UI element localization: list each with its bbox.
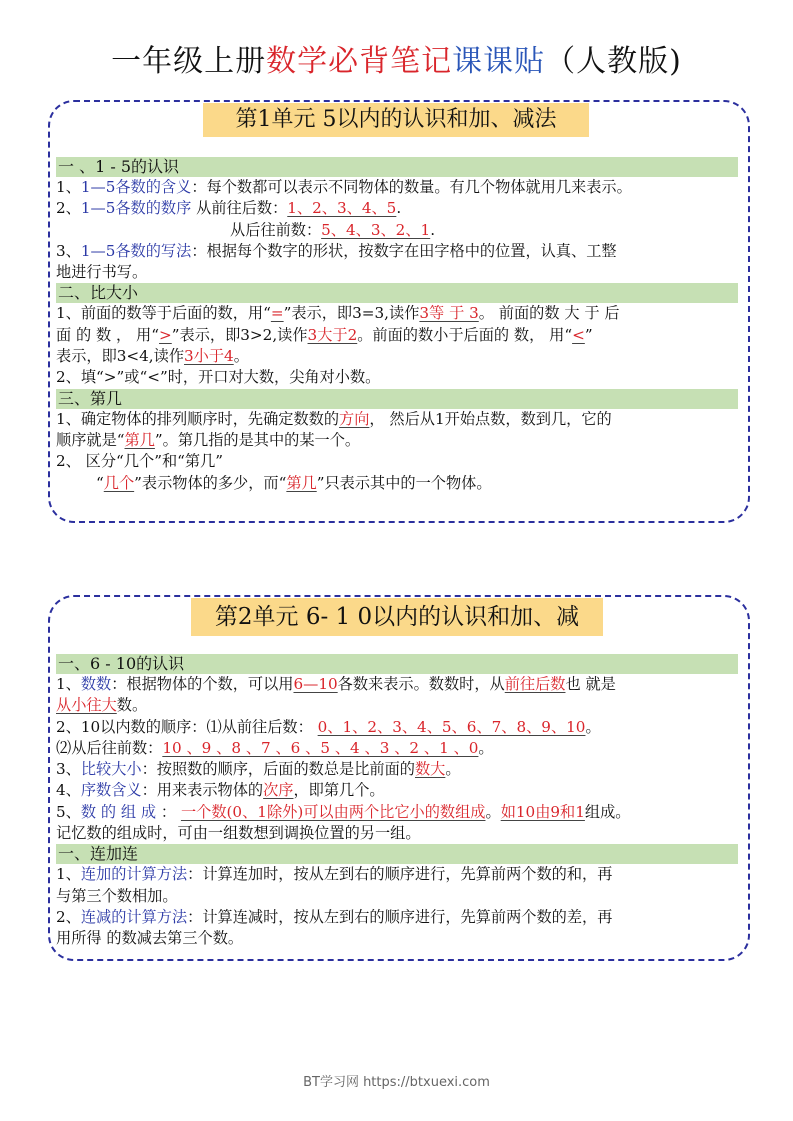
answer: 1、2、3、4、5 bbox=[287, 199, 397, 218]
list-item: 3、比较大小：按照数的顺序，后面的数总是比前面的数大。 bbox=[56, 760, 461, 779]
title-highlight: 数学必背笔记 bbox=[266, 44, 453, 79]
unit1-banner: 第1单元 5以内的认识和加、减法 bbox=[203, 103, 589, 137]
unit1-content bbox=[56, 157, 738, 494]
answer: 次序 bbox=[263, 781, 294, 800]
list-item: 1、连加的计算方法：计算连加时，按从左到右的顺序进行，先算前两个数的和，再 bbox=[56, 865, 613, 884]
section-header: 二、比大小 bbox=[56, 283, 738, 303]
keyword: 1—5各数的数序 bbox=[80, 199, 192, 218]
answer: 3等 于 3 bbox=[419, 304, 479, 323]
title-grade: 一年级上册 bbox=[111, 44, 267, 79]
answer: 如10由9和1 bbox=[500, 802, 585, 821]
list-item: 1、1—5各数的含义：每个数都可以表示不同物体的数量。有几个物体就用几来表示。 bbox=[56, 178, 632, 196]
list-item-continuation: 面 的 数 ， 用“>”表示，即3>2,读作3大于2。前面的数小于后面的 数， 用“<” bbox=[56, 325, 593, 344]
section-header: 一、连加连 bbox=[56, 844, 738, 864]
keyword: 连加的计算方法 bbox=[80, 865, 188, 884]
list-item: 2、填“>”或“<”时，开口对大数，尖角对小数。 bbox=[56, 368, 381, 387]
list-item: 2、1—5各数的数序 从前往后数：1、2、3、4、5. bbox=[56, 199, 402, 218]
list-item: 2、 区分“几个”和“第几” bbox=[56, 452, 224, 471]
list-item: 3、1—5各数的写法：根据每个数字的形状，按数字在田字格中的位置，认真、工整 bbox=[56, 241, 617, 260]
answer: 几个 bbox=[103, 473, 135, 492]
unit2-card bbox=[48, 595, 750, 961]
list-item-continuation: 地进行书写。 bbox=[56, 263, 148, 282]
keyword: 数 的 组 成 bbox=[80, 802, 161, 821]
answer: 10 、9 、8 、7 、6 、5 、4 、3 、2 、1 、0 bbox=[162, 738, 479, 757]
keyword: 1—5各数的含义 bbox=[80, 178, 192, 196]
keyword: 连减的计算方法 bbox=[80, 907, 188, 926]
answer: 第几 bbox=[124, 430, 155, 449]
answer: 从小往大 bbox=[56, 696, 117, 715]
section-header: 一 、1 - 5的认识 bbox=[56, 157, 738, 177]
answer: 3大于2 bbox=[307, 325, 358, 344]
list-item: 2、10以内数的顺序：⑴从前往后数： 0、1、2、3、4、5、6、7、8、9、10。 bbox=[56, 717, 601, 736]
keyword: 序数含义 bbox=[80, 781, 142, 800]
list-item: 4、序数含义：用来表示物体的次序，即第几个。 bbox=[56, 781, 385, 800]
list-item-continuation: 记忆数的组成时，可由一组数想到调换位置的另一组。 bbox=[56, 824, 421, 843]
page-title bbox=[0, 42, 793, 82]
list-item-continuation: 与第三个数相加。 bbox=[56, 886, 178, 905]
footer-watermark: BT学习网 https://btxuexi.com bbox=[303, 1075, 490, 1090]
answer: 数大 bbox=[414, 760, 446, 779]
list-item: 从后往前数：5、4、3、2、1. bbox=[230, 220, 436, 239]
list-item: 1、确定物体的排列顺序时，先确定数数的方向， 然后从1开始点数，数到几，它的 bbox=[56, 409, 612, 428]
unit2-banner: 第2单元 6- 1 0以内的认识和加、减 bbox=[191, 598, 603, 636]
answer: 前往后数 bbox=[504, 675, 566, 693]
keyword: 比较大小 bbox=[80, 760, 142, 779]
list-item-continuation: ⑵从后往前数：10 、9 、8 、7 、6 、5 、4 、3 、2 、1 、0。 bbox=[56, 738, 494, 757]
list-item-continuation: 用所得 的数减去第三个数。 bbox=[56, 929, 244, 948]
answer: 0、1、2、3、4、5、6、7、8、9、10 bbox=[317, 717, 586, 736]
list-item: 5、数 的 组 成 ： 一个数(0、1除外)可以由两个比它小的数组成。如10由9和1组成。 bbox=[56, 802, 631, 821]
answer: 3小于4 bbox=[184, 347, 234, 366]
answer: 一个数(0、1除外)可以由两个比它小的数组成 bbox=[180, 802, 486, 821]
keyword: 1—5各数的写法 bbox=[80, 241, 192, 260]
list-item: 1、前面的数等于后面的数，用“=”表示，即3=3,读作3等 于 3。 前面的数 大 于 后 bbox=[56, 304, 620, 323]
list-item: 1、数数：根据物体的个数，可以用6—10各数来表示。数数时，从前往后数也 就是 bbox=[56, 675, 616, 693]
title-edition: （人教版) bbox=[545, 44, 682, 79]
keyword: 数数 bbox=[80, 675, 112, 693]
answer: 第几 bbox=[286, 473, 317, 492]
section-header: 一、6 - 10的认识 bbox=[56, 654, 738, 674]
list-item-continuation: “几个”表示物体的多少，而“第几”只表示其中的一个物体。 bbox=[96, 473, 492, 492]
unit1-card bbox=[48, 100, 750, 523]
list-item-continuation: 顺序就是“第几”。第几指的是其中的某一个。 bbox=[56, 430, 361, 449]
unit2-content bbox=[56, 654, 738, 950]
list-item-continuation: 从小往大数。 bbox=[56, 696, 148, 715]
answer: 6—10 bbox=[293, 675, 338, 693]
answer: 方向 bbox=[339, 409, 370, 428]
list-item-continuation: 表示，即3<4,读作3小于4。 bbox=[56, 347, 249, 366]
list-item: 2、连减的计算方法：计算连减时，按从左到右的顺序进行，先算前两个数的差，再 bbox=[56, 907, 613, 926]
answer: 5、4、3、2、1 bbox=[321, 220, 431, 239]
section-header: 三、第几 bbox=[56, 389, 738, 409]
title-subtitle: 课课贴 bbox=[452, 44, 546, 79]
